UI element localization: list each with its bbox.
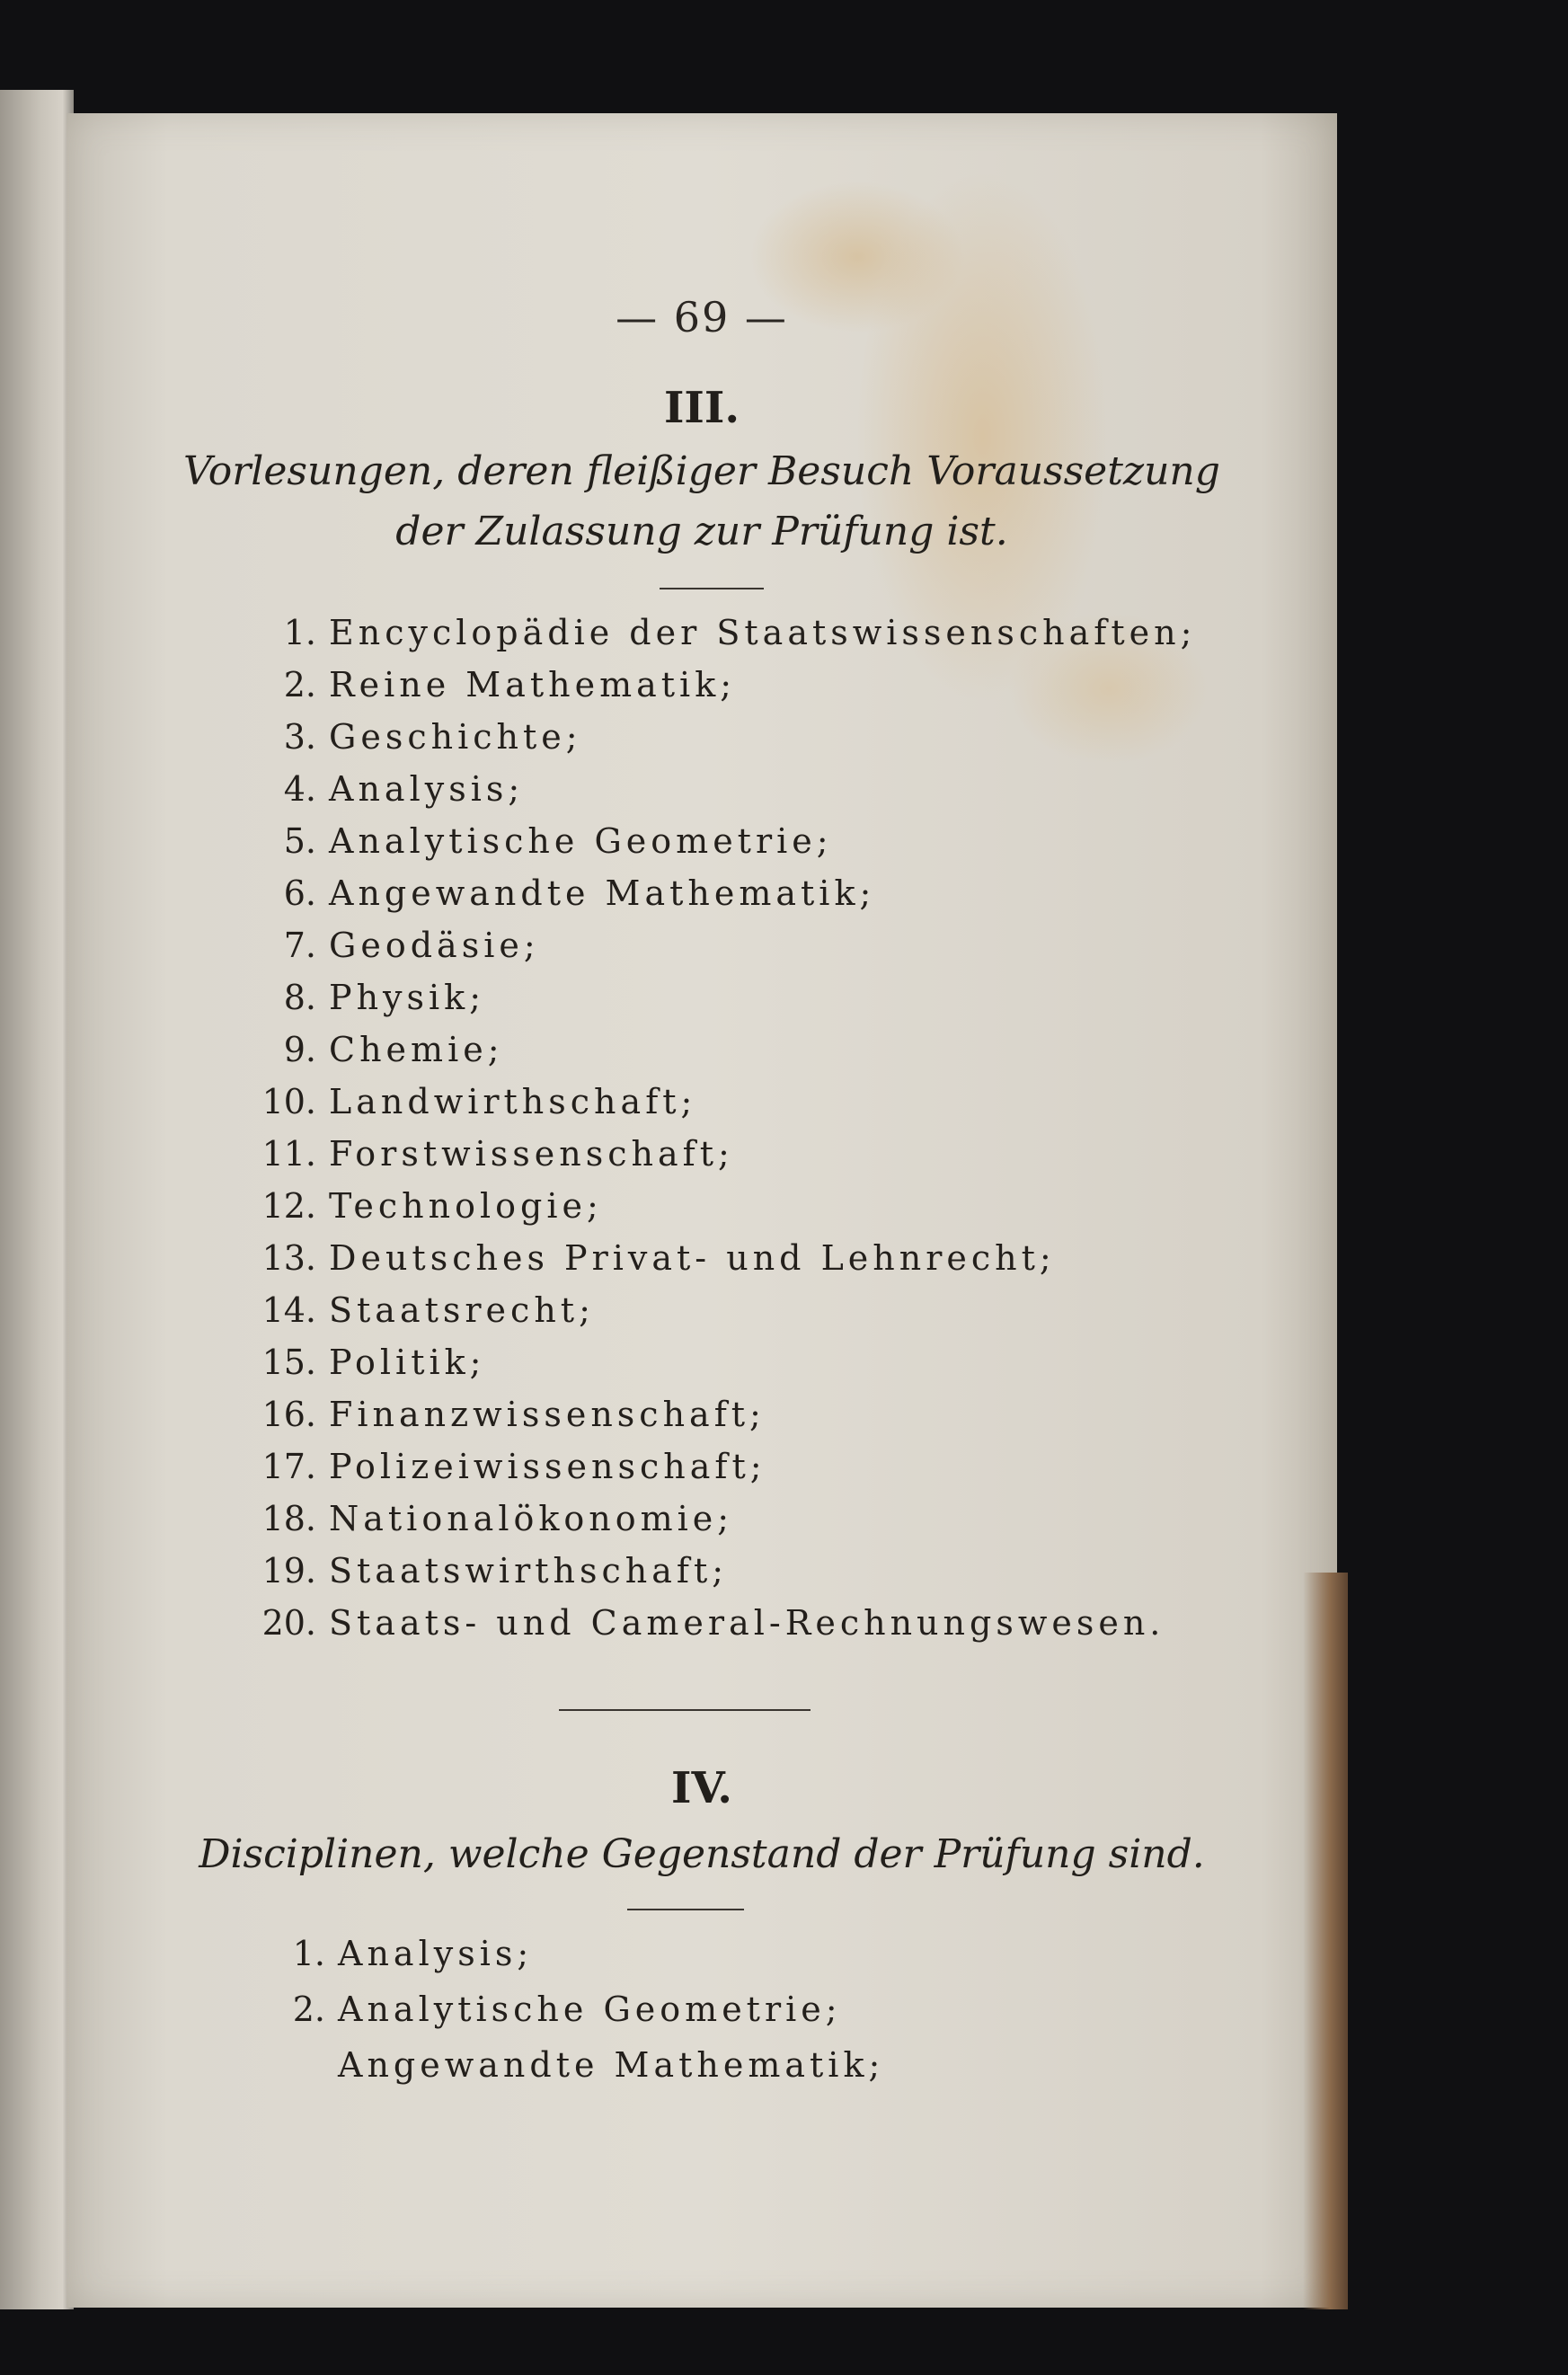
list-item: [264, 1934, 533, 1973]
list-item-text: Staatsrecht;: [329, 1290, 595, 1330]
list-item: [255, 1395, 766, 1434]
list-item-text: Technologie;: [329, 1186, 603, 1226]
list-item: [255, 613, 1196, 652]
list-item: [255, 1343, 485, 1382]
list-item-text: Staats- und Cameral-Rechnungswesen.: [329, 1603, 1165, 1643]
list-item-text: Forstwissenschaft;: [329, 1134, 734, 1174]
section-3-divider: [660, 588, 764, 589]
list-item-number: 12.: [261, 1186, 316, 1226]
list-item-number: 1.: [292, 1934, 325, 1973]
page-edge-shadow: [1303, 1573, 1348, 2309]
list-item: [255, 1082, 696, 1121]
book-page: [66, 113, 1337, 2308]
section-4-divider: [627, 1909, 744, 1910]
list-item-text: Landwirthschaft;: [329, 1082, 697, 1121]
list-item-text: Staatswirthschaft;: [329, 1551, 729, 1591]
list-item-text: Analysis;: [329, 769, 525, 809]
list-item: [264, 2045, 884, 2085]
list-item-number: 11.: [261, 1134, 316, 1174]
list-item: [255, 769, 524, 809]
list-item-number: 3.: [283, 717, 316, 757]
list-item-number: 15.: [261, 1343, 316, 1382]
list-item-number: 13.: [261, 1238, 316, 1278]
list-item: [255, 926, 540, 965]
list-item-text: Analytische Geometrie;: [338, 1990, 842, 2029]
section-3-heading-line-1: Vorlesungen, deren fleißiger Besuch Voraussetzung: [183, 448, 1220, 494]
section-4-heading: Disciplinen, welche Gegenstand der Prüfung sind.: [199, 1831, 1205, 1877]
list-item-number: 6.: [283, 873, 316, 913]
list-item-number: 20.: [261, 1603, 316, 1643]
list-item-text: Reine Mathematik;: [329, 665, 737, 705]
section-3-heading-line-2: der Zulassung zur Prüfung ist.: [395, 509, 1008, 554]
list-item-text: Deutsches Privat- und Lehnrecht;: [329, 1238, 1056, 1278]
list-item-number: 7.: [283, 926, 316, 965]
list-item-number: 5.: [283, 821, 316, 861]
list-item-number: 19.: [261, 1551, 316, 1591]
list-item: [255, 1447, 766, 1486]
list-item: [255, 1499, 733, 1538]
list-item: [255, 873, 875, 913]
list-item-number: 2.: [283, 665, 316, 705]
list-item-text: Angewandte Mathematik;: [329, 873, 876, 913]
list-item-text: Nationalökonomie;: [329, 1499, 734, 1538]
list-item-number: 17.: [261, 1447, 316, 1486]
list-item: [255, 1603, 1165, 1643]
list-item-text: Polizeiwissenschaft;: [329, 1447, 766, 1486]
list-item: [255, 665, 736, 705]
list-item-number: 8.: [283, 978, 316, 1017]
page-number: — 69 —: [616, 293, 788, 341]
list-item: [264, 1990, 842, 2029]
list-item: [255, 1030, 504, 1069]
list-item-text: Encyclopädie der Staatswissenschaften;: [329, 613, 1197, 652]
list-item-text: Angewandte Mathematik;: [338, 2045, 885, 2085]
list-item-text: Analysis;: [338, 1934, 534, 1973]
section-3-numeral: III.: [663, 383, 740, 433]
list-item: [255, 821, 833, 861]
list-item-number: 2.: [292, 1990, 325, 2029]
list-item: [255, 978, 485, 1017]
list-item-text: Analytische Geometrie;: [329, 821, 833, 861]
section-divider: [559, 1709, 811, 1711]
list-item-number: 4.: [283, 769, 316, 809]
list-item: [255, 1134, 734, 1174]
list-item-number: 9.: [283, 1030, 316, 1069]
list-item: [255, 717, 582, 757]
list-item-number: 1.: [283, 613, 316, 652]
list-item-text: Geschichte;: [329, 717, 582, 757]
list-item-number: 16.: [261, 1395, 316, 1434]
facing-page-edge: [0, 90, 74, 2309]
list-item-text: Physik;: [329, 978, 485, 1017]
list-item-text: Chemie;: [329, 1030, 504, 1069]
list-item: [255, 1186, 603, 1226]
section-4-numeral: IV.: [670, 1763, 732, 1813]
list-item-text: Geodäsie;: [329, 926, 540, 965]
list-item-number: 14.: [261, 1290, 316, 1330]
list-item-number: 10.: [261, 1082, 316, 1121]
list-item-number: 18.: [261, 1499, 316, 1538]
list-item-text: Finanzwissenschaft;: [329, 1395, 766, 1434]
list-item-text: Politik;: [329, 1343, 486, 1382]
list-item: [255, 1290, 595, 1330]
list-item: [255, 1238, 1056, 1278]
list-item: [255, 1551, 728, 1591]
